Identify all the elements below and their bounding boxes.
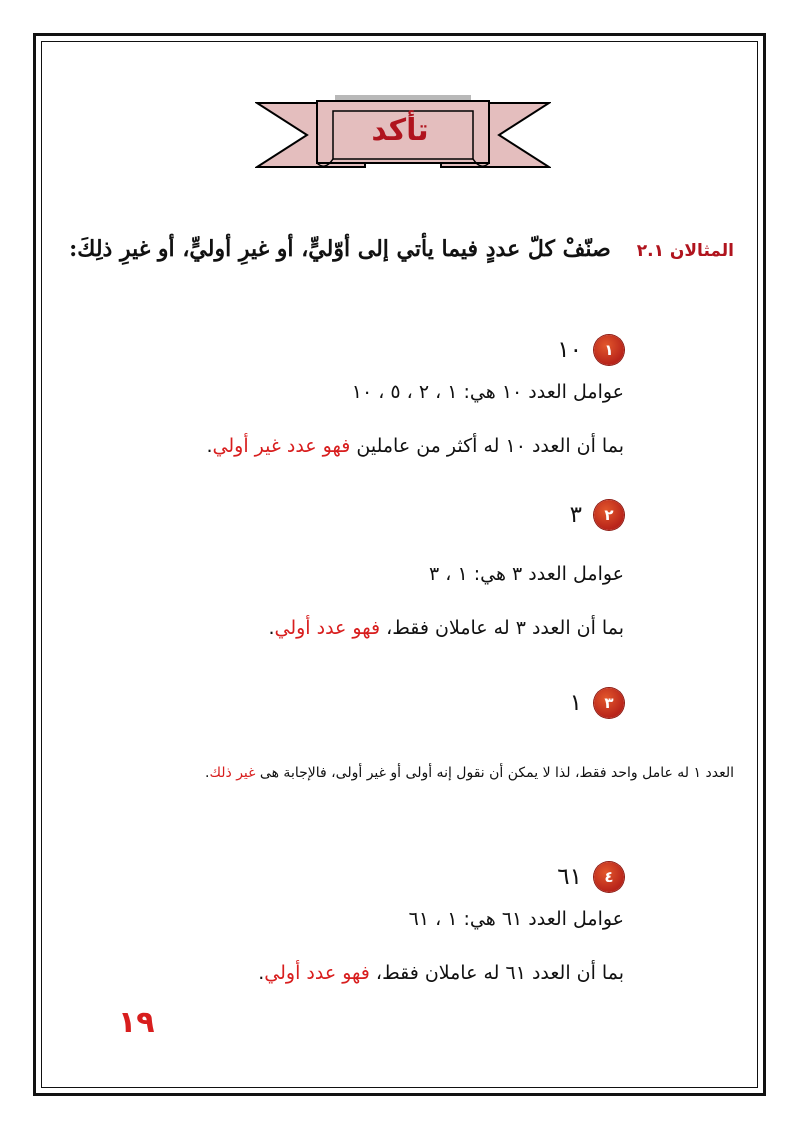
item-2-reason: بما أن العدد ٣ له عاملان فقط، فهو عدد أولي. xyxy=(268,617,624,639)
item-3-number: ١ xyxy=(569,690,582,716)
item-2-number: ٣ xyxy=(569,502,582,528)
item-3-badge: ٣ xyxy=(594,688,624,718)
item-1-badge: ١ xyxy=(594,335,624,365)
item-1-number: ١٠ xyxy=(557,337,582,363)
item-4-header xyxy=(557,862,624,892)
item-2-conclusion: فهو عدد أولي xyxy=(274,617,381,639)
item-1-reason: بما أن العدد ١٠ له أكثر من عاملين فهو عدد غير أولي. xyxy=(206,435,624,457)
item-4-conclusion: فهو عدد أولي xyxy=(264,962,370,984)
item-2-factors: عوامل العدد ٣ هي: ١ ، ٣ xyxy=(429,563,624,585)
item-1-conclusion: فهو عدد غير أولي xyxy=(212,435,351,457)
banner-title: تأكد xyxy=(371,112,429,148)
example-label: المثالان ٢.١ xyxy=(636,241,734,261)
item-4-factors: عوامل العدد ٦١ هي: ١ ، ٦١ xyxy=(408,908,624,930)
item-2-header xyxy=(570,500,624,530)
item-3-reason: العدد ١ له عامل واحد فقط، لذا لا يمكن أن نقول إنه أولى أو غير أولى، فالإجابة هى غير ذلك. xyxy=(205,765,734,781)
item-2-badge: ٢ xyxy=(594,500,624,530)
item-3-conclusion: غير ذلك xyxy=(209,765,256,781)
example-instruction: صنّفْ كلّ عددٍ فيما يأتي إلى أوّليٍّ، أو غيرِ أوليٍّ، أو غيرِ ذلِكَ: xyxy=(69,236,611,262)
item-1-header xyxy=(557,335,624,365)
item-1-factors: عوامل العدد ١٠ هي: ١ ، ٢ ، ٥ ، ١٠ xyxy=(351,381,624,403)
item-4-reason: بما أن العدد ٦١ له عاملان فقط، فهو عدد أولي. xyxy=(258,962,624,984)
item-4-badge: ٤ xyxy=(594,862,624,892)
example-heading xyxy=(69,236,734,262)
item-3-header xyxy=(570,688,624,718)
page-border-inner xyxy=(41,41,758,1088)
page-number: ١٩ xyxy=(118,1005,155,1040)
item-4-number: ٦١ xyxy=(557,864,582,890)
